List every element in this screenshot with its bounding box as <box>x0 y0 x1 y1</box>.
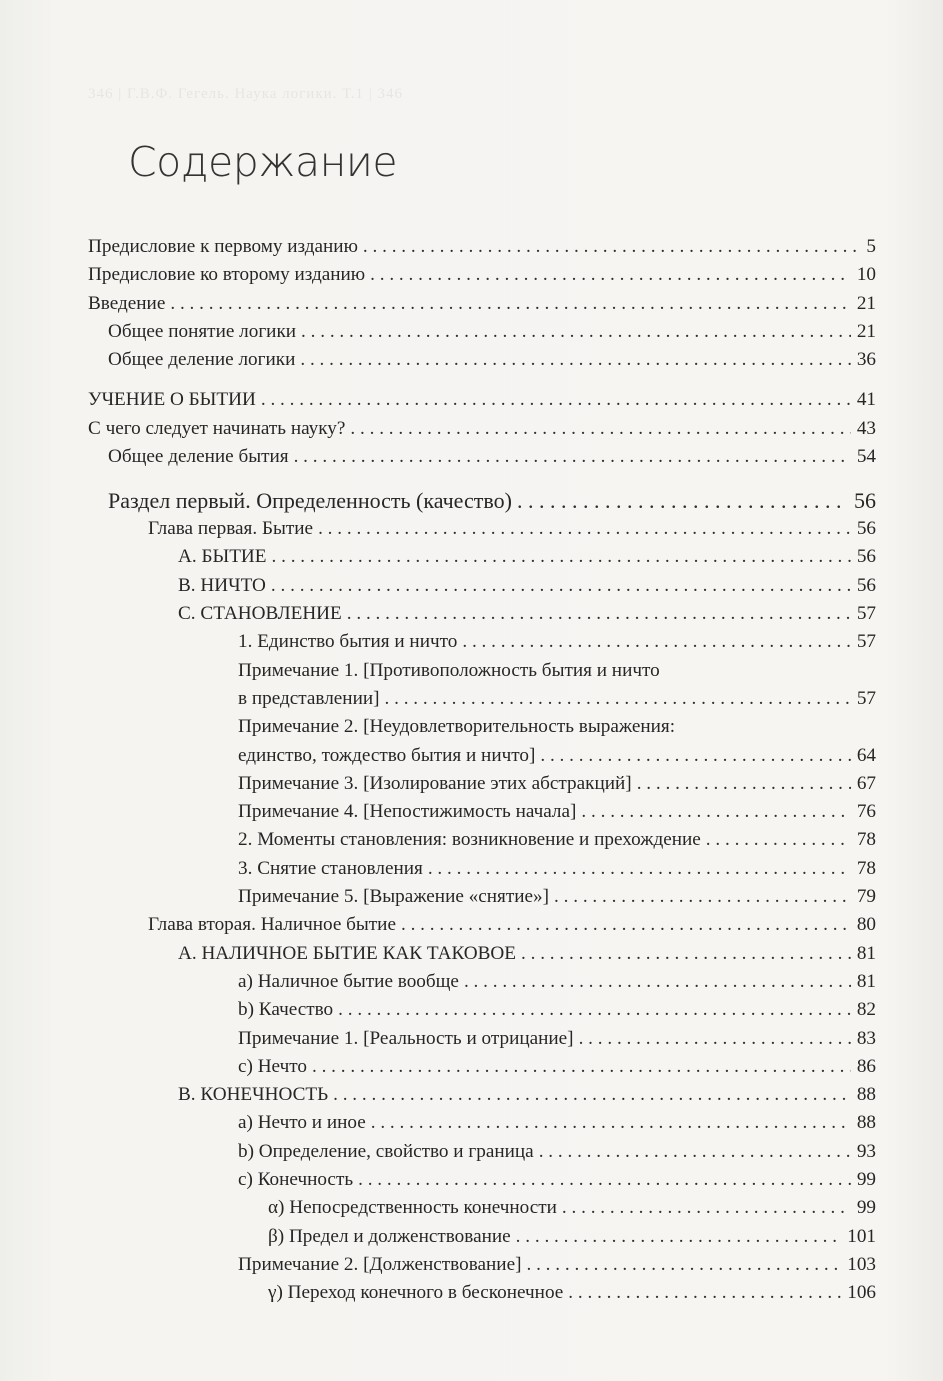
toc-entry <box>88 1251 876 1279</box>
toc-leader <box>516 1223 842 1251</box>
toc-label: c) Конечность <box>238 1169 354 1190</box>
toc-label: a) Нечто и иное <box>238 1112 366 1134</box>
toc-leader <box>312 1053 851 1081</box>
toc-page-number: 36 <box>856 349 876 371</box>
toc-entry <box>88 770 876 798</box>
toc-entry <box>88 600 876 628</box>
toc-leader <box>539 1138 851 1166</box>
toc-page-number: 5 <box>866 236 876 257</box>
toc-page-number: 57 <box>856 687 876 709</box>
toc-entry <box>88 1279 876 1307</box>
toc-leader <box>358 1166 851 1194</box>
toc-label: Примечание 1. [Реальность и отрицание] <box>238 1027 574 1049</box>
toc-leader <box>526 1251 841 1279</box>
toc-leader <box>554 883 851 911</box>
toc-entry <box>88 826 876 854</box>
toc-label: Предисловие к первому изданию <box>88 236 358 257</box>
toc-page-number: 103 <box>847 1253 876 1275</box>
toc-page-number: 79 <box>856 886 876 908</box>
toc-entry <box>88 543 876 571</box>
toc-entry <box>88 1223 876 1251</box>
toc-label: Общее понятие логики <box>108 320 297 342</box>
toc-page-number: 81 <box>856 942 876 964</box>
toc-label: Раздел первый. Определенность (качество) <box>108 487 512 513</box>
toc-leader <box>521 940 851 968</box>
bleed-through-header: 346 | Г.В.Ф. Гегель. Наука логики. Т.1 | 346 <box>88 86 404 102</box>
toc-entry <box>88 443 876 471</box>
toc-label: α) Непосредственность конечности <box>268 1197 557 1219</box>
toc-label: С. СТАНОВЛЕНИЕ <box>178 603 342 625</box>
toc-page-number: 88 <box>856 1084 876 1106</box>
toc-leader <box>301 318 851 346</box>
toc-entry <box>88 996 876 1024</box>
toc-leader <box>517 487 848 515</box>
toc-page-number: 21 <box>856 320 876 342</box>
toc-leader <box>170 290 850 318</box>
toc-page-number: 78 <box>856 857 876 879</box>
toc-leader <box>428 855 851 883</box>
toc-leader <box>271 572 851 600</box>
toc-label: А. НАЛИЧНОЕ БЫТИЕ КАК ТАКОВОЕ <box>178 942 517 964</box>
toc-leader <box>350 415 850 443</box>
toc-page-number: 106 <box>847 1282 876 1304</box>
toc-page-number: 56 <box>856 518 876 540</box>
toc-entry <box>88 318 876 346</box>
table-of-contents <box>88 233 876 1307</box>
toc-leader <box>579 1025 851 1053</box>
toc-entry <box>88 1109 876 1137</box>
toc-label: Общее деление бытия <box>108 446 289 468</box>
toc-page-number: 67 <box>856 772 876 794</box>
toc-entry <box>88 233 876 261</box>
toc-leader <box>464 968 851 996</box>
toc-label: γ) Переход конечного в бесконечное <box>268 1282 564 1304</box>
toc-label: c) Нечто <box>238 1055 307 1077</box>
toc-page-number: 80 <box>856 914 876 936</box>
toc-page-number: 76 <box>856 801 876 823</box>
toc-leader <box>338 996 851 1024</box>
toc-leader <box>401 911 851 939</box>
toc-label: 1. Единство бытия и ничто <box>238 631 458 653</box>
toc-leader <box>568 1279 841 1307</box>
toc-page-number: 64 <box>856 744 876 766</box>
toc-entry <box>88 1081 876 1109</box>
toc-entry <box>88 1138 876 1166</box>
toc-page-number: 101 <box>847 1225 876 1247</box>
toc-page-number: 57 <box>856 603 876 625</box>
toc-leader <box>347 600 851 628</box>
toc-leader <box>385 685 851 713</box>
toc-leader <box>540 742 850 770</box>
toc-leader <box>562 1194 851 1222</box>
toc-entry <box>88 1053 876 1081</box>
toc-entry <box>88 855 876 883</box>
toc-entry <box>88 657 876 714</box>
toc-leader <box>581 798 850 826</box>
toc-label: a) Наличное бытие вообще <box>238 970 459 992</box>
toc-leader <box>261 386 851 414</box>
toc-page-number: 82 <box>856 999 876 1021</box>
toc-leader <box>294 443 851 471</box>
toc-label-line1: Примечание 1. [Противоположность бытия и ничто <box>238 659 660 681</box>
toc-label: 2. Моменты становления: возникновение и прехождение <box>238 829 701 851</box>
toc-entry <box>88 713 876 770</box>
toc-label: Предисловие ко второму изданию <box>88 264 366 286</box>
toc-page-number: 56 <box>856 574 876 596</box>
toc-entry <box>88 572 876 600</box>
toc-leader <box>462 628 850 656</box>
toc-entry <box>88 261 876 289</box>
toc-entry <box>88 290 876 318</box>
toc-label: 3. Снятие становления <box>238 857 423 879</box>
toc-label: С чего следует начинать науку? <box>88 417 346 439</box>
toc-label: Глава первая. Бытие <box>148 518 314 540</box>
toc-label: единство, тождество бытия и ничто] <box>238 744 536 766</box>
toc-page-number: 88 <box>856 1112 876 1134</box>
toc-page-number: 99 <box>856 1169 876 1190</box>
toc-entry <box>88 940 876 968</box>
toc-label: УЧЕНИЕ О БЫТИИ <box>88 389 256 411</box>
toc-leader <box>318 515 851 543</box>
toc-entry <box>88 415 876 443</box>
toc-page-number: 56 <box>856 546 876 568</box>
toc-label: β) Предел и долженствование <box>268 1225 511 1247</box>
toc-page-number: 78 <box>856 829 876 851</box>
toc-entry <box>88 968 876 996</box>
toc-page-number: 57 <box>856 631 876 653</box>
toc-label: А. БЫТИЕ <box>178 546 267 568</box>
toc-label: b) Качество <box>238 999 334 1021</box>
toc-leader <box>363 233 860 261</box>
toc-entry <box>88 628 876 656</box>
toc-leader <box>300 346 850 374</box>
toc-page-number: 41 <box>856 389 876 411</box>
toc-label: Введение <box>88 292 166 314</box>
toc-entry <box>88 1166 876 1194</box>
toc-page-number: 93 <box>856 1140 876 1162</box>
toc-entry <box>88 515 876 543</box>
toc-label: b) Определение, свойство и граница <box>238 1140 534 1162</box>
toc-label: Примечание 2. [Долженствование] <box>238 1253 522 1275</box>
toc-entry <box>88 346 876 374</box>
toc-entry <box>88 487 876 515</box>
toc-page-number: 86 <box>856 1055 876 1077</box>
toc-page-number: 54 <box>856 446 876 468</box>
toc-label-line1: Примечание 2. [Неудовлетворительность выражения: <box>238 716 676 738</box>
toc-entry <box>88 1194 876 1222</box>
toc-label: Примечание 4. [Непостижимость начала] <box>238 801 577 823</box>
toc-page-number: 10 <box>856 264 876 286</box>
toc-page-number: 43 <box>856 417 876 439</box>
toc-leader <box>272 543 851 571</box>
page-title: Содержание <box>128 138 398 186</box>
toc-leader <box>333 1081 851 1109</box>
toc-page-number: 56 <box>854 487 876 513</box>
toc-label: В. НИЧТО <box>178 574 266 596</box>
toc-label: Примечание 3. [Изолирование этих абстракций] <box>238 772 632 794</box>
toc-entry <box>88 911 876 939</box>
toc-label: Глава вторая. Наличное бытие <box>148 914 396 936</box>
toc-label: В. КОНЕЧНОСТЬ <box>178 1084 329 1106</box>
toc-label: Примечание 5. [Выражение «снятие»] <box>238 886 550 908</box>
toc-entry <box>88 386 876 414</box>
toc-entry <box>88 883 876 911</box>
toc-page-number: 83 <box>856 1027 876 1049</box>
toc-label: Общее деление логики <box>108 349 296 371</box>
toc-leader <box>706 826 851 854</box>
toc-leader <box>370 261 851 289</box>
toc-page-number: 21 <box>856 292 876 314</box>
toc-leader <box>637 770 851 798</box>
toc-page-number: 99 <box>856 1197 876 1219</box>
toc-entry <box>88 798 876 826</box>
toc-entry <box>88 1025 876 1053</box>
toc-page-number: 81 <box>856 970 876 992</box>
toc-leader <box>371 1109 851 1137</box>
toc-label: в представлении] <box>238 687 380 709</box>
